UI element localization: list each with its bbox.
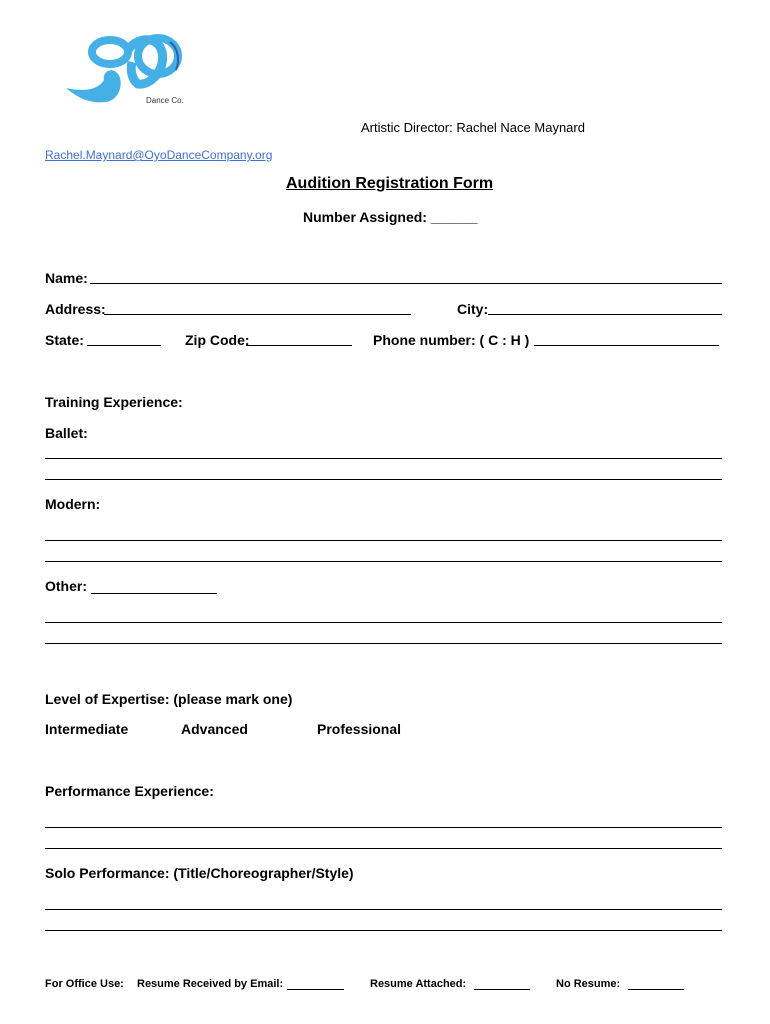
resume-attached-field[interactable]: [474, 989, 530, 990]
performance-heading: Performance Experience:: [45, 783, 214, 799]
modern-label: Modern:: [45, 496, 101, 512]
state-label: State:: [45, 332, 84, 348]
solo-line-1[interactable]: [45, 909, 722, 910]
modern-line-1[interactable]: [45, 540, 722, 541]
expertise-heading: Level of Expertise: (please mark one): [45, 691, 293, 707]
other-line-2[interactable]: [45, 643, 722, 644]
oyo-logo-graphic: [58, 30, 208, 130]
name-field[interactable]: [90, 283, 722, 284]
zip-label: Zip Code:: [185, 332, 250, 348]
expertise-professional[interactable]: Professional: [317, 721, 402, 737]
other-field[interactable]: [91, 593, 217, 594]
office-use-label: For Office Use:: [45, 978, 124, 990]
performance-line-2[interactable]: [45, 848, 722, 849]
solo-heading: Solo Performance: (Title/Choreographer/Style): [45, 865, 354, 881]
ballet-line-2[interactable]: [45, 479, 722, 480]
ballet-label: Ballet:: [45, 425, 88, 441]
resume-attached-label: Resume Attached:: [370, 978, 467, 990]
training-heading: Training Experience:: [45, 394, 183, 410]
logo-company-text: Dance Co.: [146, 96, 184, 105]
resume-email-field[interactable]: [287, 989, 344, 990]
phone-label: Phone number: ( C : H ): [373, 332, 530, 348]
resume-email-label: Resume Received by Email:: [137, 978, 284, 990]
performance-line-1[interactable]: [45, 827, 722, 828]
address-field[interactable]: [104, 314, 411, 315]
address-label: Address:: [45, 301, 106, 317]
no-resume-label: No Resume:: [556, 978, 621, 990]
no-resume-field[interactable]: [628, 989, 684, 990]
form-title: Audition Registration Form: [286, 175, 494, 192]
name-label: Name:: [45, 270, 88, 286]
state-field[interactable]: [87, 345, 161, 346]
phone-field[interactable]: [534, 345, 719, 346]
number-assigned: Number Assigned: ______: [303, 209, 478, 225]
expertise-advanced[interactable]: Advanced: [181, 721, 248, 737]
modern-line-2[interactable]: [45, 561, 722, 562]
city-field[interactable]: [488, 314, 722, 315]
other-label: Other:: [45, 578, 87, 594]
other-line-1[interactable]: [45, 622, 722, 623]
solo-line-2[interactable]: [45, 930, 722, 931]
expertise-intermediate[interactable]: Intermediate: [45, 721, 129, 737]
city-label: City:: [457, 301, 489, 317]
zip-field[interactable]: [246, 345, 352, 346]
ballet-line-1[interactable]: [45, 458, 722, 459]
artistic-director: Artistic Director: Rachel Nace Maynard: [361, 120, 585, 135]
director-email-link[interactable]: Rachel.Maynard@OyoDanceCompany.org: [45, 148, 273, 162]
company-logo: [58, 30, 208, 130]
